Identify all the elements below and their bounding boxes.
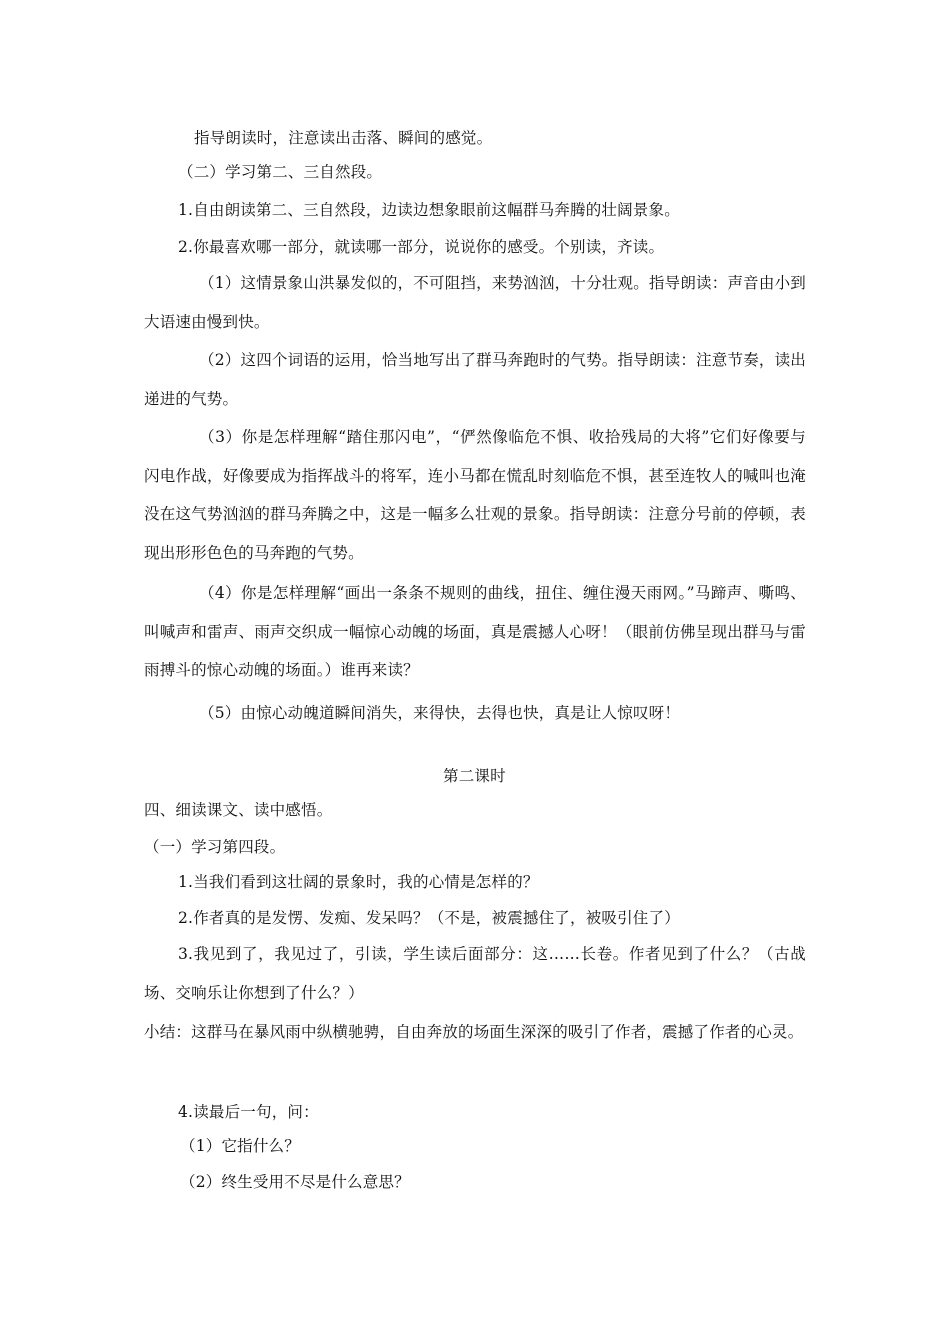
section-heading-four: 四、细读课文、读中感悟。 [144,801,333,819]
question-3: 3.我见到了，我见过了，引读，学生读后面部分：这……长卷。作者见到了什么？（古战场、交响乐让你想到了什么？） [144,945,806,1002]
question-1: 1.当我们看到这壮阔的景象时，我的心情是怎样的？ [178,873,539,891]
section-heading-study-paragraphs-2-3: （二）学习第二、三自然段。 [178,163,383,181]
question-4-sub-1: （1）它指什么？ [180,1137,300,1155]
question-4: 4.读最后一句，问： [178,1103,319,1121]
sub-item-2: （2）这四个词语的运用，恰当地写出了群马奔跑时的气势。指导朗读：注意节奏，读出递进的气势。 [144,351,806,408]
sub-item-1: （1）这情景象山洪暴发似的，不可阻挡，来势汹汹，十分壮观。指导朗读：声音由小到大语速由慢到快。 [144,274,806,331]
lesson-heading: 第二课时 [443,767,506,785]
sub-item-4: （4）你是怎样理解“画出一条条不规则的曲线，扭住、缠住漫天雨网。”马蹄声、嘶鸣、叫喊声和雷声、雨声交织成一幅惊心动魄的场面，真是震撼人心呀！（眼前仿佛呈现出群马与雷雨搏斗的惊心动魄的场面。）谁再来读？ [144,584,806,679]
paragraph-reading-guidance: 指导朗读时，注意读出击落、瞬间的感觉。 [194,129,493,147]
list-item-1: 1.自由朗读第二、三自然段，边读边想象眼前这幅群马奔腾的壮阔景象。 [178,201,680,219]
list-item-2: 2.你最喜欢哪一部分，就读哪一部分，说说你的感受。个别读，齐读。 [178,238,665,256]
summary: 小结：这群马在暴风雨中纵横驰骋，自由奔放的场面生深深的吸引了作者，震撼了作者的心灵。 [144,1023,804,1041]
question-4-sub-2: （2）终生受用不尽是什么意思？ [180,1173,410,1191]
question-2: 2.作者真的是发愣、发痴、发呆吗？（不是，被震撼住了，被吸引住了） [178,909,680,927]
subsection-heading-one: （一）学习第四段。 [144,838,286,856]
sub-item-3: （3）你是怎样理解“踏住那闪电”，“俨然像临危不惧、收拾残局的大将”它们好像要与闪电作战，好像要成为指挥战斗的将军，连小马都在慌乱时刻临危不惧，甚至连牧人的喊叫也淹没在这气势汹汹的群马奔腾之中，这是一幅多么壮观的景象。指导朗读：注意分号前的停顿，表现出形形色色的马奔跑的气势。 [144,428,806,562]
sub-item-5: （5）由惊心动魄道瞬间消失，来得快，去得也快，真是让人惊叹呀！ [199,704,681,722]
